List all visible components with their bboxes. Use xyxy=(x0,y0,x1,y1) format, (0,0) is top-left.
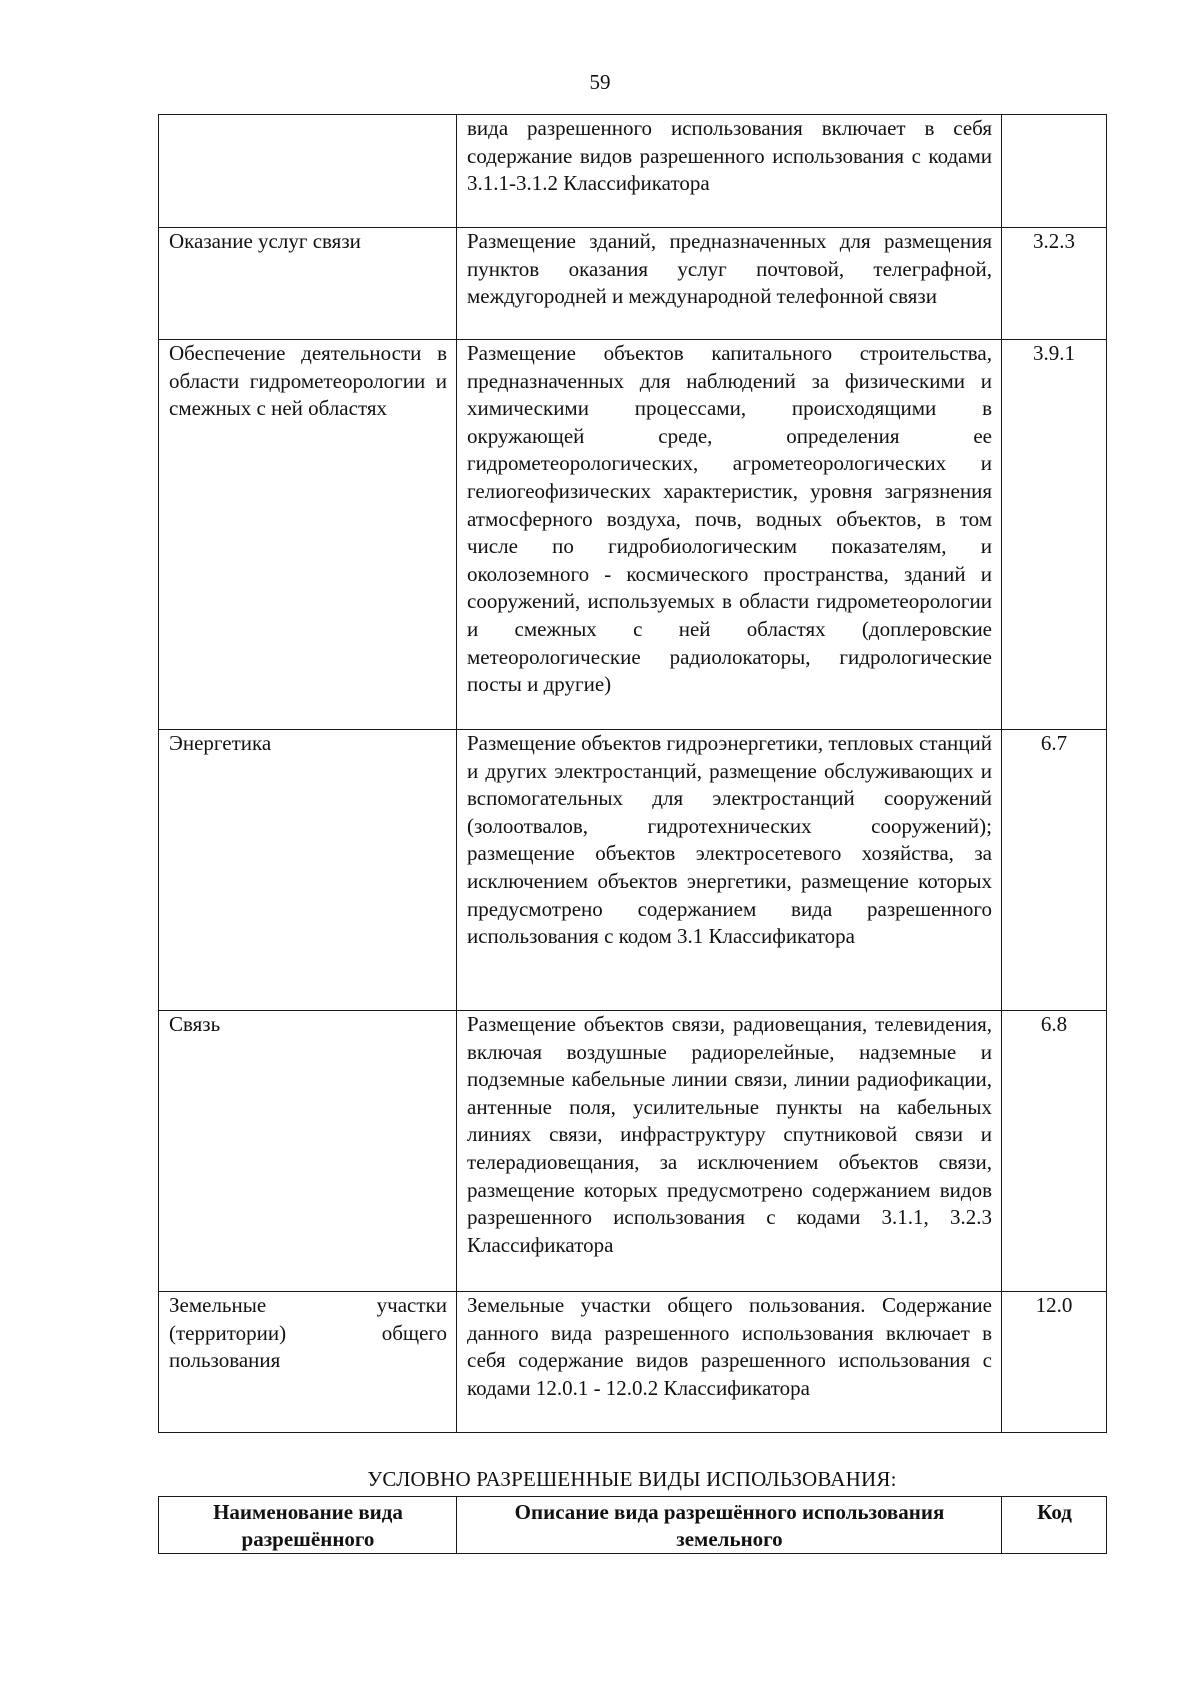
table-row xyxy=(159,1292,1107,1433)
row-description-cell: Размещение объектов гидроэнергетики, тепловых станций и других электростанций, размещение обслуживающих и вспомогательных для электростанций сооружений (золоотвалов, гидротехнических сооружений); размещение объектов электросетевого хозяйства, за исключением объектов энергетики, размещение которых предусмотрено содержанием вида разрешенного использования с кодом 3.1 Классификатора xyxy=(457,730,1002,1011)
row-description-cell: Размещение объектов капитального строительства, предназначенных для наблюдений за физическими и химическими процессами, происходящими в окружающей среде, определения ее гидрометеорологических, агрометеорологических и гелиогеофизических характеристик, уровня загрязнения атмосферного воздуха, почв, водных объектов, в том числе по гидробиологическим показателям, и околоземного - космического пространства, зданий и сооружений, используемых в области гидрометеорологии и смежных с ней областях (доплеровские метеорологические радиолокаторы, гидрологические посты и другие) xyxy=(457,340,1002,730)
row-name-cell: Земельные участки (территории) общего пользования xyxy=(159,1292,457,1433)
code-column-header: Код xyxy=(1002,1497,1107,1554)
row-code-cell: 12.0 xyxy=(1002,1292,1107,1433)
row-description-cell: вида разрешенного использования включает в себя содержание видов разрешенного использования с кодами 3.1.1-3.1.2 Классификатора xyxy=(457,115,1002,228)
conditional-uses-table-body xyxy=(159,1497,1107,1554)
table-row xyxy=(159,340,1107,730)
description-column-header: Описание вида разрешённого использования земельного xyxy=(457,1497,1002,1554)
row-name-cell: Энергетика xyxy=(159,730,457,1011)
table-header-row xyxy=(159,1497,1107,1554)
table-row xyxy=(159,115,1107,228)
permitted-uses-table-body xyxy=(159,115,1107,1433)
row-name-cell: Обеспечение деятельности в области гидрометеорологии и смежных с ней областях xyxy=(159,340,457,730)
row-description-cell: Размещение объектов связи, радиовещания, телевидения, включая воздушные радиорелейные, надземные и подземные кабельные линии связи, линии радиофикации, антенные поля, усилительные пункты на кабельных линиях связи, инфраструктуру спутниковой связи и телерадиовещания, за исключением объектов связи, размещение которых предусмотрено содержанием видов разрешенного использования с кодами 3.1.1, 3.2.3 Классификатора xyxy=(457,1011,1002,1292)
row-code-cell: 3.2.3 xyxy=(1002,228,1107,340)
row-code-cell xyxy=(1002,115,1107,228)
conditional-uses-table xyxy=(158,1496,1107,1554)
row-code-cell: 6.8 xyxy=(1002,1011,1107,1292)
row-code-cell: 6.7 xyxy=(1002,730,1107,1011)
row-description-cell: Размещение зданий, предназначенных для размещения пунктов оказания услуг почтовой, телеграфной, междугородней и международной телефонной связи xyxy=(457,228,1002,340)
row-description-cell: Земельные участки общего пользования. Содержание данного вида разрешенного использования включает в себя содержание видов разрешенного использования с кодами 12.0.1 - 12.0.2 Классификатора xyxy=(457,1292,1002,1433)
row-name-cell: Связь xyxy=(159,1011,457,1292)
row-code-cell: 3.9.1 xyxy=(1002,340,1107,730)
table-row xyxy=(159,228,1107,340)
table-row xyxy=(159,1011,1107,1292)
row-name-cell: Оказание услуг связи xyxy=(159,228,457,340)
conditional-uses-heading: УСЛОВНО РАЗРЕШЕННЫЕ ВИДЫ ИСПОЛЬЗОВАНИЯ: xyxy=(367,1467,897,1491)
name-column-header: Наименование вида разрешённого xyxy=(159,1497,457,1554)
page-number: 59 xyxy=(589,70,611,94)
row-name-cell xyxy=(159,115,457,228)
permitted-uses-table xyxy=(158,114,1107,1433)
table-row xyxy=(159,730,1107,1011)
